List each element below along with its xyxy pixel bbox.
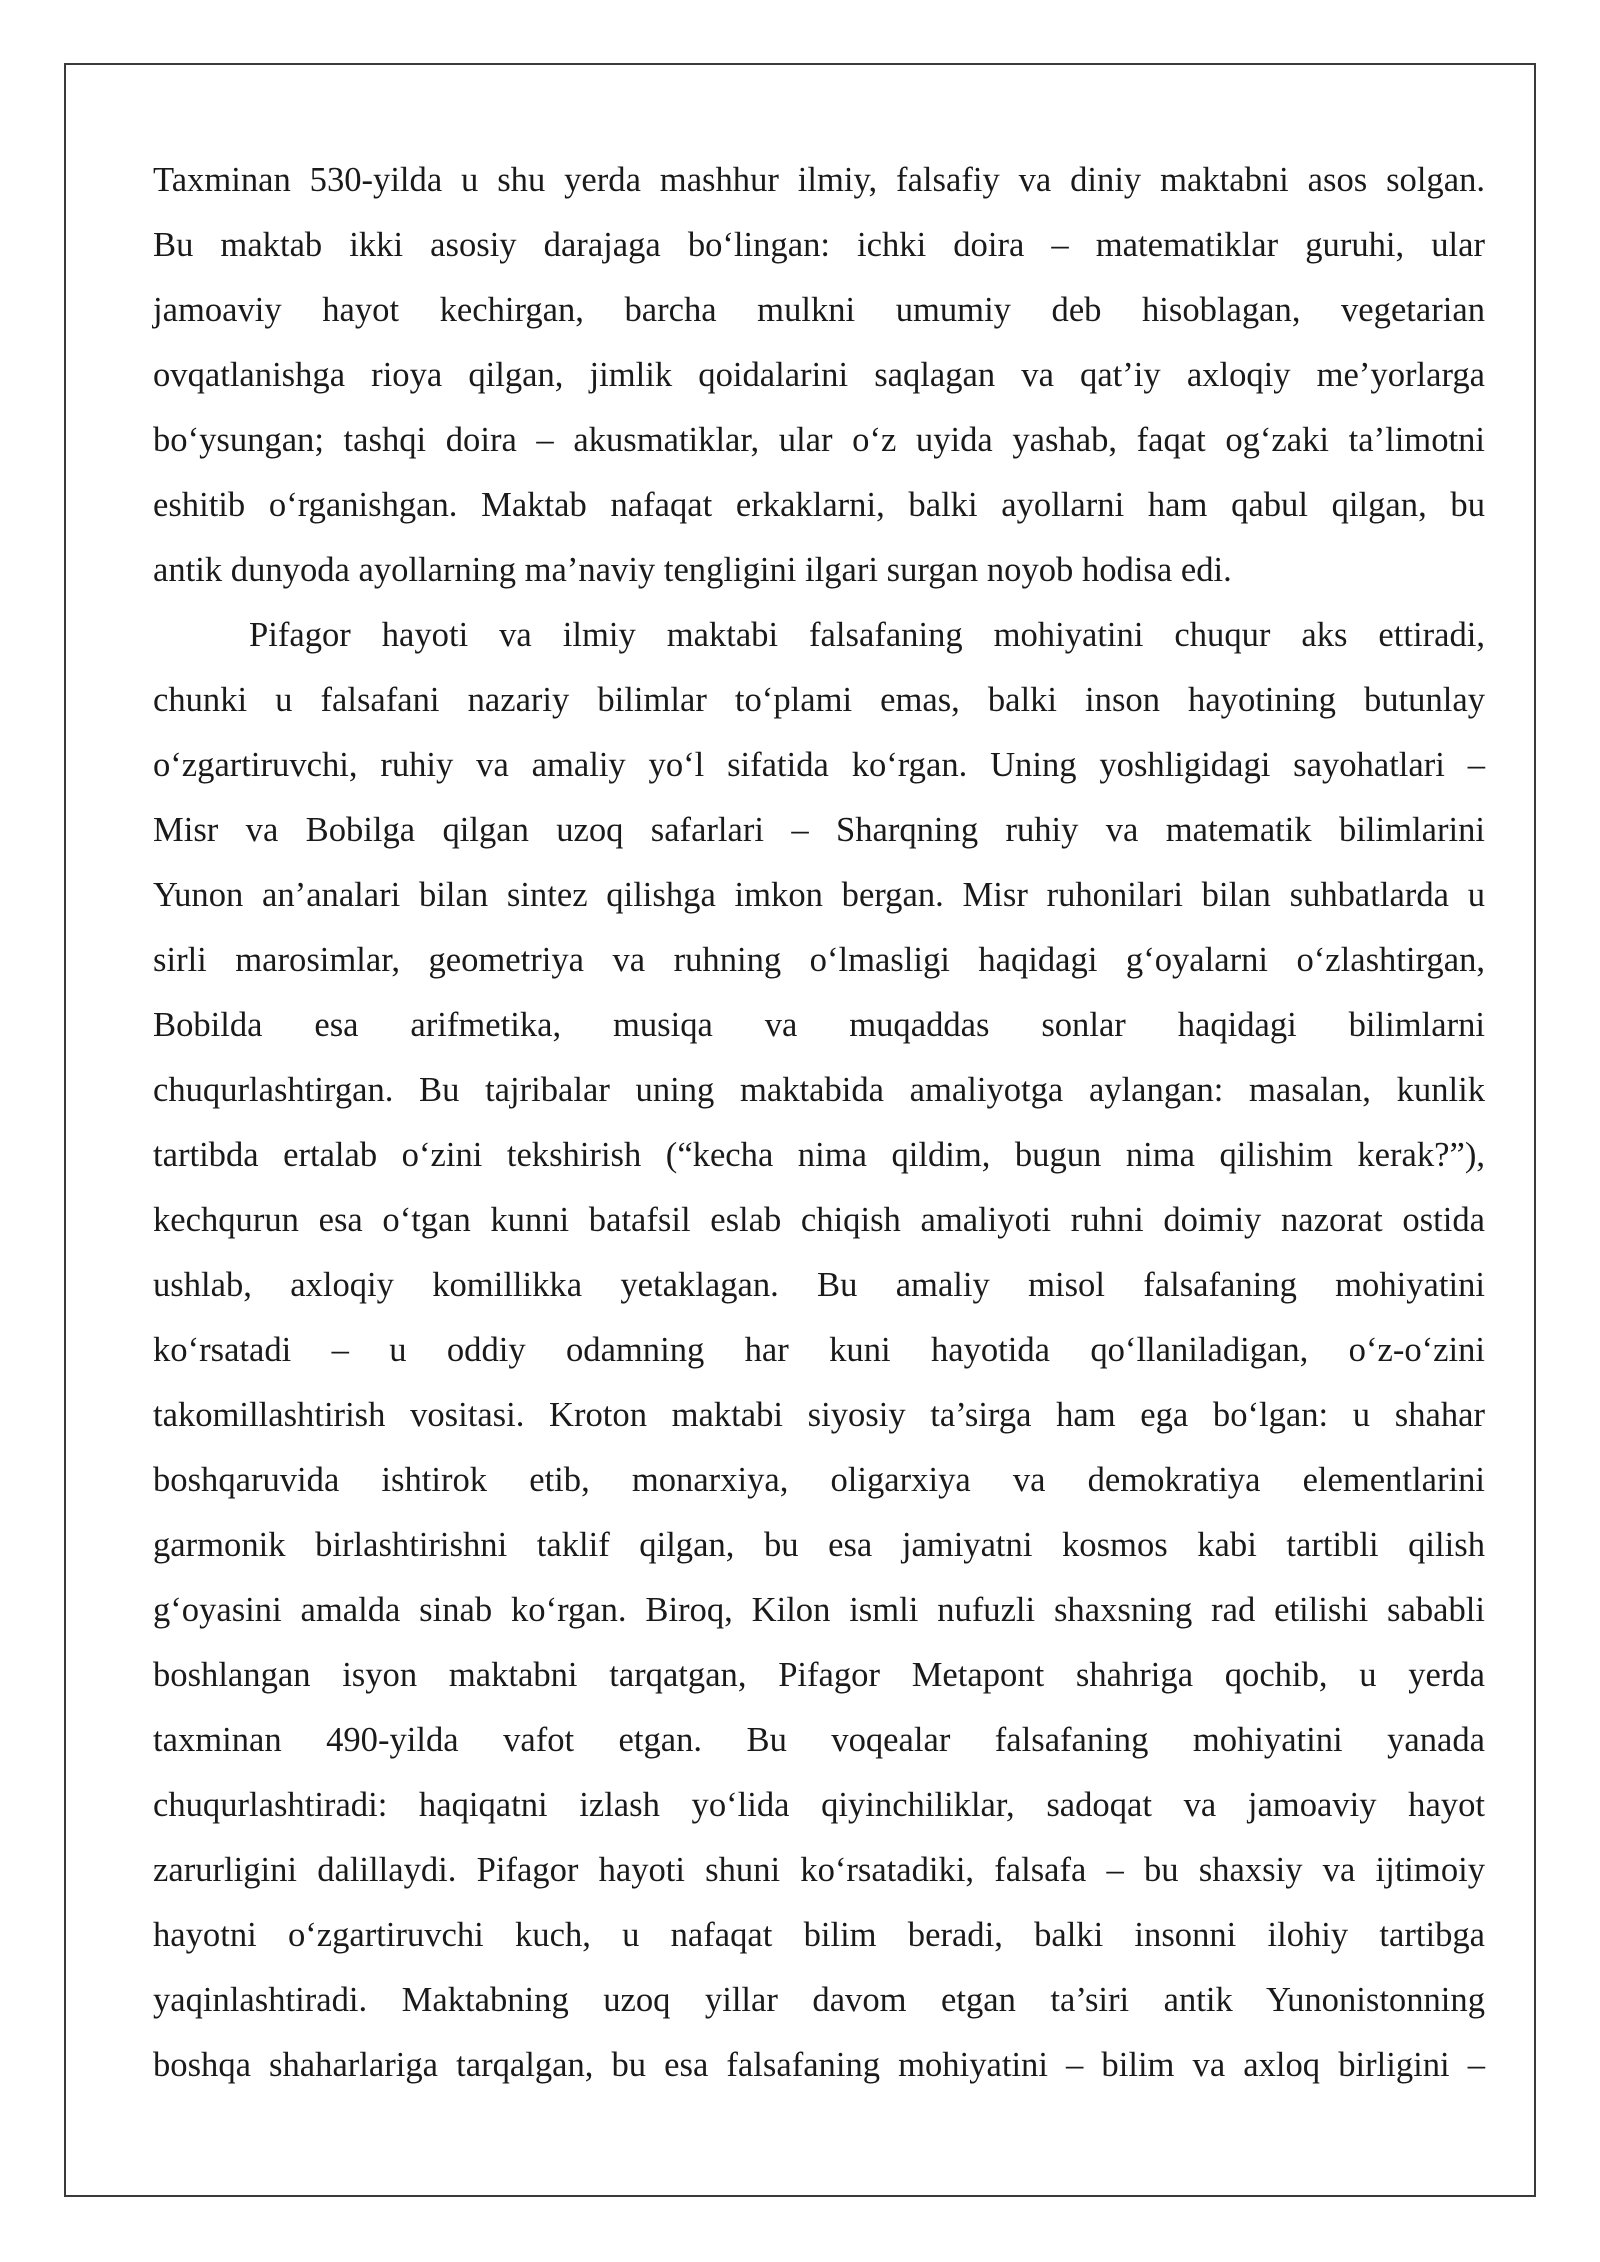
text-line: yaqinlashtiradi. Maktabning uzoq yillar davom etgan ta’siri antik Yunonistonning [153,1981,1485,2019]
text-line: eshitib o‘rganishgan. Maktab nafaqat erkaklarni, balki ayollarni ham qabul qilgan, bu [153,486,1485,524]
text-line: tartibda ertalab o‘zini tekshirish (“kecha nima qildim, bugun nima qilishim kerak?”), [153,1136,1485,1174]
text-line: takomillashtirish vositasi. Kroton maktabi siyosiy ta’sirga ham ega bo‘lgan: u shahar [153,1396,1485,1434]
text-line: taxminan 490-yilda vafot etgan. Bu voqealar falsafaning mohiyatini yanada [153,1721,1485,1759]
text-line: boshqaruvida ishtirok etib, monarxiya, oligarxiya va demokratiya elementlarini [153,1461,1485,1499]
text-line: jamoaviy hayot kechirgan, barcha mulkni umumiy deb hisoblagan, vegetarian [153,291,1485,329]
text-line: kechqurun esa o‘tgan kunni batafsil eslab chiqish amaliyoti ruhni doimiy nazorat ostida [153,1201,1485,1239]
text-line: zarurligini dalillaydi. Pifagor hayoti shuni ko‘rsatadiki, falsafa – bu shaxsiy va ijtimoiy [153,1851,1485,1889]
text-line: bo‘ysungan; tashqi doira – akusmatiklar, ular o‘z uyida yashab, faqat og‘zaki ta’limotni [153,421,1485,459]
text-line: g‘oyasini amalda sinab ko‘rgan. Biroq, Kilon ismli nufuzli shaxsning rad etilishi sababli [153,1591,1485,1629]
text-line: Pifagor hayoti va ilmiy maktabi falsafaning mohiyatini chuqur aks ettiradi, [249,616,1485,654]
text-line: o‘zgartiruvchi, ruhiy va amaliy yo‘l sifatida ko‘rgan. Uning yoshligidagi sayohatlari – [153,746,1485,784]
text-line: sirli marosimlar, geometriya va ruhning o‘lmasligi haqidagi g‘oyalarni o‘zlashtirgan, [153,941,1485,979]
text-line: chuqurlashtiradi: haqiqatni izlash yo‘lida qiyinchiliklar, sadoqat va jamoaviy hayot [153,1786,1485,1824]
document-body [153,148,1485,2098]
text-line: ovqatlanishga rioya qilgan, jimlik qoidalarini saqlagan va qat’iy axloqiy me’yorlarga [153,356,1485,394]
text-line: boshlangan isyon maktabni tarqatgan, Pifagor Metapont shahriga qochib, u yerda [153,1656,1485,1694]
text-line: Misr va Bobilga qilgan uzoq safarlari – Sharqning ruhiy va matematik bilimlarini [153,811,1485,849]
text-line: chuqurlashtirgan. Bu tajribalar uning maktabida amaliyotga aylangan: masalan, kunlik [153,1071,1485,1109]
text-line: garmonik birlashtirishni taklif qilgan, bu esa jamiyatni kosmos kabi tartibli qilish [153,1526,1485,1564]
text-line: ko‘rsatadi – u oddiy odamning har kuni hayotida qo‘llaniladigan, o‘z-o‘zini [153,1331,1485,1369]
text-line: hayotni o‘zgartiruvchi kuch, u nafaqat bilim beradi, balki insonni ilohiy tartibga [153,1916,1485,1954]
paragraph-2 [153,603,1485,2098]
paragraph-1 [153,148,1485,603]
text-line: boshqa shaharlariga tarqalgan, bu esa falsafaning mohiyatini – bilim va axloq birligini – [153,2046,1485,2084]
text-line: ushlab, axloqiy komillikka yetaklagan. Bu amaliy misol falsafaning mohiyatini [153,1266,1485,1304]
text-line: chunki u falsafani nazariy bilimlar to‘plami emas, balki inson hayotining butunlay [153,681,1485,719]
text-line: Bobilda esa arifmetika, musiqa va muqaddas sonlar haqidagi bilimlarni [153,1006,1485,1044]
text-line: antik dunyoda ayollarning ma’naviy tengligini ilgari surgan noyob hodisa edi. [153,551,1232,589]
text-line: Bu maktab ikki asosiy darajaga bo‘lingan: ichki doira – matematiklar guruhi, ular [153,226,1485,264]
text-line: Yunon an’analari bilan sintez qilishga imkon bergan. Misr ruhonilari bilan suhbatlarda u [153,876,1485,914]
text-line: Taxminan 530-yilda u shu yerda mashhur ilmiy, falsafiy va diniy maktabni asos solgan. [153,161,1485,199]
